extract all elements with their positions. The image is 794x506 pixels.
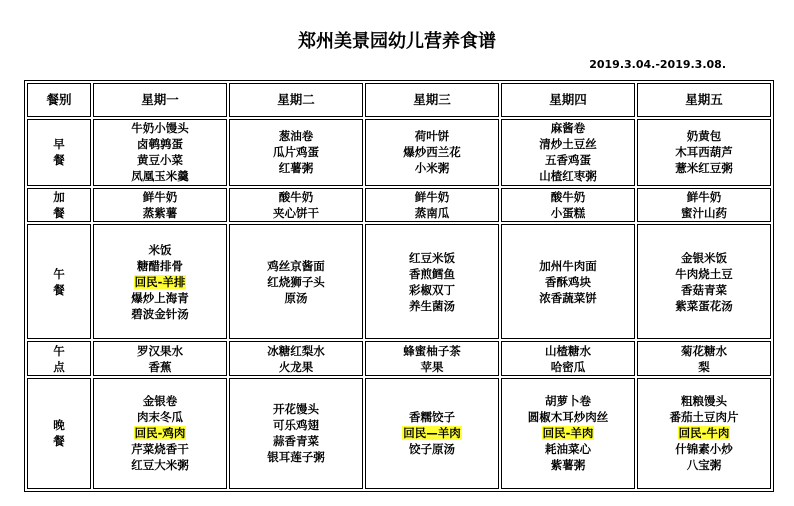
menu-cell-fri [637,188,771,222]
meal-label-char: 加 [53,189,65,204]
menu-item-text: 苹果 [420,359,444,374]
menu-cell-mon [93,188,227,222]
menu-item-text: 黄豆小菜 [137,153,183,168]
menu-item-text: 肉末冬瓜 [137,410,183,425]
menu-item [502,290,634,306]
menu-item-text: 米饭 [148,242,172,257]
meal-label-char: 点 [53,359,65,374]
meal-row [27,224,771,339]
menu-table [24,80,774,492]
menu-item [502,425,634,441]
halal-item-highlight: 回民-牛肉 [678,426,730,441]
menu-item [638,282,770,298]
menu-item [366,266,498,282]
menu-cell-tue [229,224,363,339]
menu-item [230,433,362,449]
menu-item [366,298,498,314]
menu-item-text: 圆椒木耳炒肉丝 [527,410,609,425]
day-header-thu: 星期四 [501,83,635,117]
menu-item [94,274,226,290]
meal-label-char: 午 [53,343,65,358]
menu-item [230,144,362,160]
menu-item-text: 彩椒双丁 [409,282,455,297]
meal-label [27,119,91,186]
menu-item [638,144,770,160]
menu-item [638,425,770,441]
menu-item [94,242,226,258]
menu-cell-wed [365,378,499,489]
menu-item-text: 银耳莲子粥 [267,450,325,465]
menu-item-text: 哈密瓜 [550,359,586,374]
menu-cell-fri [637,224,771,339]
menu-item-text: 葱油卷 [278,129,314,144]
menu-item-text: 鲜牛奶 [414,189,450,204]
menu-item-text: 奶黄包 [686,129,722,144]
menu-item-text: 梨 [698,359,710,374]
header-row [27,83,771,117]
day-header-mon: 星期一 [93,83,227,117]
menu-item-text: 荷叶饼 [414,129,450,144]
menu-item [638,160,770,176]
menu-item-text: 浓香蔬菜饼 [539,290,597,305]
menu-item-text: 八宝粥 [686,458,722,473]
menu-item-text: 紫菜蛋花汤 [675,298,733,313]
menu-item [502,168,634,184]
menu-item-text: 饺子原汤 [409,442,455,457]
menu-item-text: 麻酱卷 [550,121,586,136]
menu-item [230,401,362,417]
menu-cell-mon [93,224,227,339]
menu-item-text: 卤鹌鹑蛋 [137,137,183,152]
menu-item-text: 酸牛奶 [550,189,586,204]
menu-item [638,359,770,375]
menu-item [94,457,226,473]
menu-item [230,205,362,221]
menu-item [366,343,498,359]
menu-item [638,343,770,359]
menu-item-text: 原汤 [284,290,308,305]
menu-item-text: 蒜香青菜 [273,434,319,449]
menu-item-text: 香蕉 [148,359,172,374]
menu-item-text: 紫薯粥 [550,458,586,473]
menu-item-text: 菊花糖水 [681,343,727,358]
menu-item-text: 瓜片鸡蛋 [273,145,319,160]
halal-item-highlight: 回民-鸡肉 [134,426,186,441]
menu-item-text: 金银卷 [142,394,178,409]
menu-item [366,250,498,266]
menu-cell-wed [365,341,499,375]
menu-item [94,441,226,457]
menu-item [94,393,226,409]
menu-item-text: 金银米饭 [681,250,727,265]
day-header-fri: 星期五 [637,83,771,117]
menu-item-text: 胡萝卜卷 [545,394,591,409]
menu-item [94,205,226,221]
menu-item [94,120,226,136]
day-header-wed: 星期三 [365,83,499,117]
menu-item [366,425,498,441]
meal-label-char: 晚 [53,418,65,433]
day-header-tue: 星期二 [229,83,363,117]
menu-item [230,160,362,176]
menu-item [502,343,634,359]
menu-cell-thu [501,224,635,339]
menu-item [230,274,362,290]
menu-item [94,425,226,441]
menu-item-text: 小蛋糕 [550,205,586,220]
menu-item [638,250,770,266]
menu-item [366,441,498,457]
menu-item-text: 糖醋排骨 [137,258,183,273]
menu-item-text: 薏米红豆粥 [675,161,733,176]
menu-cell-fri [637,119,771,186]
menu-cell-mon [93,341,227,375]
menu-item [94,409,226,425]
menu-body [27,119,771,489]
menu-item [94,343,226,359]
menu-item [230,189,362,205]
menu-item [94,258,226,274]
menu-item-text: 什锦素小炒 [675,442,733,457]
menu-item [502,120,634,136]
menu-item [94,290,226,306]
meal-row [27,119,771,186]
menu-item-text: 养生菌汤 [409,298,455,313]
menu-cell-tue [229,119,363,186]
menu-item-text: 红豆大米粥 [131,458,189,473]
menu-item [230,449,362,465]
menu-item [366,189,498,205]
meal-label [27,341,91,375]
menu-item [502,393,634,409]
menu-item-text: 蒸南瓜 [414,205,450,220]
menu-item-text: 小米粥 [414,161,450,176]
menu-item [94,136,226,152]
menu-item-text: 冰糖红梨水 [267,343,325,358]
menu-item-text: 蜜汁山药 [681,205,727,220]
menu-cell-wed [365,224,499,339]
menu-item-text: 红豆米饭 [409,250,455,265]
menu-item-text: 爆炒上海青 [131,290,189,305]
menu-item [230,343,362,359]
menu-item [638,266,770,282]
menu-cell-tue [229,188,363,222]
menu-item-text: 耗油菜心 [545,442,591,457]
halal-item-highlight: 回民—羊肉 [403,426,461,441]
menu-cell-thu [501,119,635,186]
menu-item [366,409,498,425]
menu-item-text: 罗汉果水 [137,343,183,358]
menu-item-text: 山楂糖水 [545,343,591,358]
menu-item-text: 木耳西葫芦 [675,145,733,160]
meal-label-char: 餐 [53,282,65,297]
menu-item-text: 鸡丝京酱面 [267,258,325,273]
menu-item [502,136,634,152]
menu-item [366,144,498,160]
meal-row [27,188,771,222]
menu-item-text: 香酥鸡块 [545,274,591,289]
menu-item [230,359,362,375]
menu-item-text: 酸牛奶 [278,189,314,204]
menu-item [94,306,226,322]
menu-item-text: 清炒土豆丝 [539,137,597,152]
menu-item [366,160,498,176]
menu-item-text: 蒸紫薯 [142,205,178,220]
page-title: 郑州美景园幼儿营养食谱 [298,31,496,52]
menu-item-text: 芹菜烧香干 [131,442,189,457]
menu-item [502,274,634,290]
menu-item [638,298,770,314]
menu-cell-wed [365,119,499,186]
halal-item-highlight: 回民-羊肉 [542,426,594,441]
menu-item-text: 鲜牛奶 [686,189,722,204]
meal-header: 餐别 [27,83,91,117]
menu-item [502,359,634,375]
menu-item [502,152,634,168]
menu-item [638,409,770,425]
menu-item-text: 爆炒西兰花 [403,145,461,160]
menu-item [366,359,498,375]
menu-item [638,189,770,205]
meal-label [27,224,91,339]
menu-item-text: 红烧狮子头 [267,274,325,289]
menu-item [94,152,226,168]
menu-item [502,441,634,457]
menu-item [94,359,226,375]
menu-item [638,441,770,457]
menu-item-text: 鲜牛奶 [142,189,178,204]
menu-item [502,409,634,425]
menu-item-text: 香煎鳕鱼 [409,266,455,281]
menu-item-text: 番茄土豆肉片 [669,410,739,425]
menu-item-text: 粗粮馒头 [681,394,727,409]
halal-item-highlight: 回民-羊排 [134,274,186,289]
menu-item [94,189,226,205]
menu-item [230,290,362,306]
menu-item [230,258,362,274]
menu-item [638,205,770,221]
menu-item-text: 加州牛肉面 [539,258,597,273]
menu-item [502,205,634,221]
meal-label-char: 早 [53,137,65,152]
meal-row [27,341,771,375]
menu-item-text: 山楂红枣粥 [539,169,597,184]
menu-cell-thu [501,378,635,489]
menu-cell-thu [501,341,635,375]
date-range: 2019.3.04.-2019.3.08. [589,58,726,71]
menu-cell-tue [229,341,363,375]
menu-item-text: 火龙果 [278,359,314,374]
meal-label-char: 午 [53,266,65,281]
menu-item-text: 碧波金针汤 [131,306,189,321]
menu-item [366,282,498,298]
meal-label-char: 餐 [53,153,65,168]
menu-item-text: 夹心饼干 [273,205,319,220]
menu-cell-mon [93,378,227,489]
menu-item [638,457,770,473]
menu-item-text: 牛奶小馒头 [131,121,189,136]
menu-item-text: 开花馒头 [273,402,319,417]
menu-cell-wed [365,188,499,222]
meal-label-char: 餐 [53,205,65,220]
menu-item-text: 蜂蜜柚子茶 [403,343,461,358]
menu-item-text: 红薯粥 [278,161,314,176]
meal-label-char: 餐 [53,434,65,449]
menu-cell-tue [229,378,363,489]
menu-item-text: 香糯饺子 [409,410,455,425]
menu-item-text: 五香鸡蛋 [545,153,591,168]
menu-item-text: 凤凰玉米羹 [131,169,189,184]
menu-cell-thu [501,188,635,222]
menu-item [502,189,634,205]
meal-label [27,188,91,222]
menu-item [638,128,770,144]
menu-item [94,168,226,184]
menu-item [366,205,498,221]
menu-item [230,417,362,433]
menu-item [366,128,498,144]
menu-item-text: 香菇青菜 [681,282,727,297]
menu-cell-fri [637,341,771,375]
menu-cell-mon [93,119,227,186]
menu-cell-fri [637,378,771,489]
menu-item-text: 可乐鸡翅 [273,418,319,433]
meal-label [27,378,91,489]
menu-item [230,128,362,144]
menu-item [502,457,634,473]
menu-item [502,258,634,274]
menu-item-text: 牛肉烧土豆 [675,266,733,281]
menu-item [638,393,770,409]
meal-row [27,378,771,489]
